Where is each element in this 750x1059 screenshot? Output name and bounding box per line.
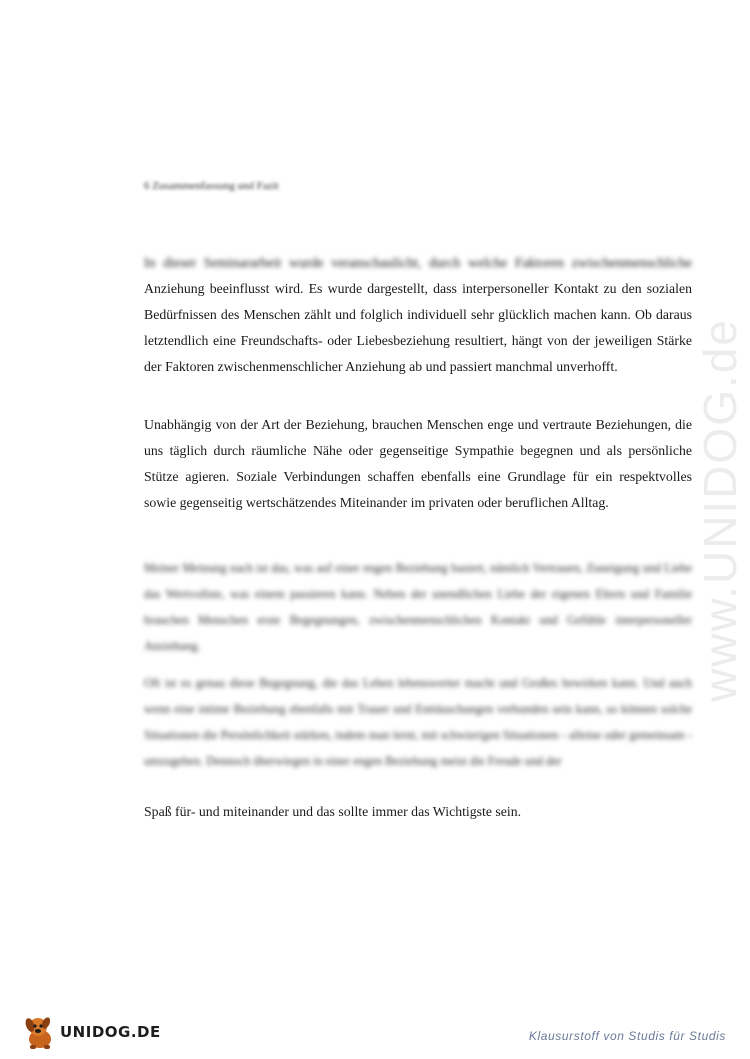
dog-mascot-icon xyxy=(22,1013,58,1051)
paragraph-3-blurred: Meiner Meinung nach ist das, was auf einer engen Beziehung basiert, nämlich Vertrauen, Zuneigung und Liebe das Wertvollste, was einem passieren kann. Neben der unendlichen Liebe der eigenen Eltern und Familie brauchen Menschen erste Begegnungen, zwischenmenschlichen Kontakt und Gefühle interpersoneller Anziehung. xyxy=(144,561,692,653)
paragraph-4-blurred: Oft ist es genau diese Begegnung, die das Leben lebenswerter macht und Großes bewirken kann. Und auch wenn eine intime Beziehung ebenfalls mit Trauer und Enttäuschungen verbunden sein kann, so können solche Situationen die Persönlichkeit stärken, indem man lernt, mit schwierigen Situationen - alleine oder gemeinsam - umzugehen. Dennoch überwiegen in einer engen Beziehung meist die Freude und der xyxy=(144,676,692,768)
logo-text: UNIDOG.DE xyxy=(60,1023,161,1041)
unidog-logo[interactable] xyxy=(22,1012,161,1052)
footer-tagline: Klausurstoff von Studis für Studis xyxy=(528,1029,726,1043)
paragraph-1: In dieser Seminararbeit wurde veranschaulicht, durch welche Faktoren zwischenmenschliche Anziehung beeinflusst wird. Es wurde dargestellt, dass interpersoneller Kontakt zu den sozialen Bedürfnissen des Menschen zählt und folglich individuell sehr glücklich machen kann. Ob daraus letztendlich eine Freundschafts- oder Liebesbeziehung resultiert, hängt von der jeweiligen Stärke der Faktoren zwischenmenschlicher Anziehung ab und passiert manchmal unverhofft. xyxy=(144,255,692,374)
blur-overlay-top xyxy=(140,250,696,274)
paragraph-5: Spaß für- und miteinander und das sollte immer das Wichtigste sein. xyxy=(144,804,522,819)
section-heading: 6 Zusammenfassung und Fazit xyxy=(144,180,279,192)
watermark-text: www.UNIDOG.de xyxy=(694,318,747,702)
blur-overlay-middle xyxy=(140,523,696,539)
paragraph-2: Unabhängig von der Art der Beziehung, brauchen Menschen enge und vertraute Beziehungen, die uns täglich durch räumliche Nähe oder gegenseitige Sympathie begegnen und als persönliche Stütze agieren. Soziale Verbindungen schaffen ebenfalls eine Grundlage für ein respektvolles sowie gegenseitig wertschätzendes Miteinander im privaten oder beruflichen Alltag. xyxy=(144,417,692,510)
